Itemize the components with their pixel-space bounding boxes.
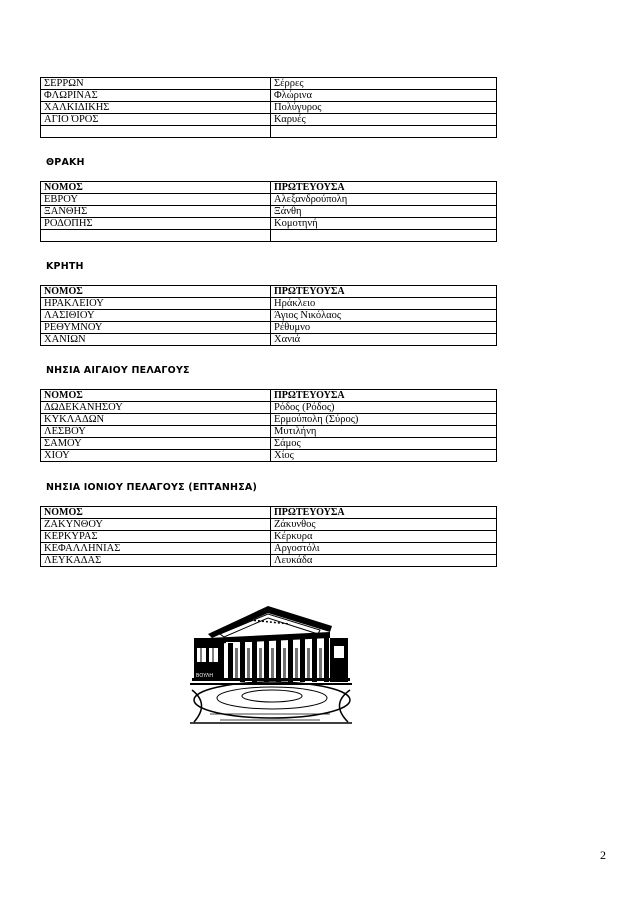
column-header-prefecture: ΝΟΜΟΣ bbox=[41, 182, 271, 194]
capital-cell: Ζάκυνθος bbox=[271, 519, 497, 531]
prefecture-cell: ΦΛΩΡΙΝΑΣ bbox=[41, 90, 271, 102]
capital-cell bbox=[271, 230, 497, 242]
capital-cell: Κομοτηνή bbox=[271, 218, 497, 230]
table-row bbox=[41, 90, 497, 102]
table-row bbox=[41, 555, 497, 567]
table-row bbox=[41, 322, 497, 334]
capital-cell: Ρόδος (Ρόδος) bbox=[271, 402, 497, 414]
capital-cell: Άγιος Νικόλαος bbox=[271, 310, 497, 322]
table-row bbox=[41, 519, 497, 531]
capital-cell: Αλεξανδρούπολη bbox=[271, 194, 497, 206]
section-heading-crete: ΚΡΗΤΗ bbox=[46, 261, 84, 272]
table-row bbox=[41, 543, 497, 555]
capital-cell: Αργοστόλι bbox=[271, 543, 497, 555]
prefecture-cell: ΞΑΝΘΗΣ bbox=[41, 206, 271, 218]
table-header-row bbox=[41, 507, 497, 519]
table-row bbox=[41, 414, 497, 426]
column-header-capital: ΠΡΩΤΕΥΟΥΣΑ bbox=[271, 390, 497, 402]
table-row bbox=[41, 438, 497, 450]
prefecture-cell: ΧΙΟΥ bbox=[41, 450, 271, 462]
table-row bbox=[41, 218, 497, 230]
prefecture-cell: ΔΩΔΕΚΑΝΗΣΟΥ bbox=[41, 402, 271, 414]
column-header-capital: ΠΡΩΤΕΥΟΥΣΑ bbox=[271, 286, 497, 298]
capital-cell: Σέρρες bbox=[271, 78, 497, 90]
table-row bbox=[41, 310, 497, 322]
prefecture-cell: ΚΥΚΛΑΔΩΝ bbox=[41, 414, 271, 426]
prefecture-cell: ΣΑΜΟΥ bbox=[41, 438, 271, 450]
prefecture-cell: ΛΕΥΚΑΔΑΣ bbox=[41, 555, 271, 567]
capital-cell: Ερμούπολη (Σύρος) bbox=[271, 414, 497, 426]
prefecture-cell: ΚΕΡΚΥΡΑΣ bbox=[41, 531, 271, 543]
prefecture-cell: ΕΒΡΟΥ bbox=[41, 194, 271, 206]
prefecture-cell: ΧΑΝΙΩΝ bbox=[41, 334, 271, 346]
prefecture-cell: ΛΕΣΒΟΥ bbox=[41, 426, 271, 438]
table-row bbox=[41, 426, 497, 438]
prefecture-cell: ΖΑΚΥΝΘΟΥ bbox=[41, 519, 271, 531]
table-row bbox=[41, 450, 497, 462]
column-header-prefecture: ΝΟΜΟΣ bbox=[41, 286, 271, 298]
table-row bbox=[41, 206, 497, 218]
prefecture-table-crete bbox=[40, 285, 497, 346]
prefecture-cell: ΡΕΘΥΜΝΟΥ bbox=[41, 322, 271, 334]
table-header-row bbox=[41, 182, 497, 194]
section-heading-thrace: ΘΡΑΚΗ bbox=[46, 157, 85, 168]
page-number: 2 bbox=[600, 848, 606, 862]
parliament-building-icon bbox=[190, 604, 352, 724]
prefecture-table-continued bbox=[40, 77, 497, 138]
column-header-capital: ΠΡΩΤΕΥΟΥΣΑ bbox=[271, 182, 497, 194]
capital-cell: Σάμος bbox=[271, 438, 497, 450]
table-row bbox=[41, 334, 497, 346]
table-row bbox=[41, 114, 497, 126]
capital-cell: Κέρκυρα bbox=[271, 531, 497, 543]
capital-cell: Φλώρινα bbox=[271, 90, 497, 102]
prefecture-table-aegean-islands bbox=[40, 389, 497, 462]
capital-cell: Πολύγυρος bbox=[271, 102, 497, 114]
capital-cell: Χανιά bbox=[271, 334, 497, 346]
table-row bbox=[41, 126, 497, 138]
prefecture-table-thrace bbox=[40, 181, 497, 242]
table-row bbox=[41, 298, 497, 310]
capital-cell bbox=[271, 126, 497, 138]
column-header-prefecture: ΝΟΜΟΣ bbox=[41, 390, 271, 402]
capital-cell: Χίος bbox=[271, 450, 497, 462]
table-row bbox=[41, 531, 497, 543]
prefecture-cell bbox=[41, 230, 271, 242]
table-row bbox=[41, 402, 497, 414]
table-row bbox=[41, 194, 497, 206]
prefecture-cell: ΛΑΣΙΘΙΟΥ bbox=[41, 310, 271, 322]
prefecture-cell: ΣΕΡΡΩΝ bbox=[41, 78, 271, 90]
table-header-row bbox=[41, 286, 497, 298]
section-heading-aegean-islands: ΝΗΣΙΑ ΑΙΓΑΙΟΥ ΠΕΛΑΓΟΥΣ bbox=[46, 365, 190, 376]
prefecture-cell: ΚΕΦΑΛΛΗΝΙΑΣ bbox=[41, 543, 271, 555]
table-header-row bbox=[41, 390, 497, 402]
capital-cell: Ηράκλειο bbox=[271, 298, 497, 310]
capital-cell: Καρυές bbox=[271, 114, 497, 126]
column-header-capital: ΠΡΩΤΕΥΟΥΣΑ bbox=[271, 507, 497, 519]
capital-cell: Λευκάδα bbox=[271, 555, 497, 567]
section-heading-ionian-islands: ΝΗΣΙΑ ΙΟΝΙΟΥ ΠΕΛΑΓΟΥΣ (ΕΠΤΑΝΗΣΑ) bbox=[46, 482, 257, 493]
table-row bbox=[41, 102, 497, 114]
capital-cell: Μυτιλήνη bbox=[271, 426, 497, 438]
table-row bbox=[41, 78, 497, 90]
svg-text:ΒΟΥΛΗ: ΒΟΥΛΗ bbox=[196, 673, 213, 679]
column-header-prefecture: ΝΟΜΟΣ bbox=[41, 507, 271, 519]
prefecture-cell: ΑΓΙΟ ΌΡΟΣ bbox=[41, 114, 271, 126]
prefecture-cell: ΡΟΔΟΠΗΣ bbox=[41, 218, 271, 230]
prefecture-table-ionian-islands bbox=[40, 506, 497, 567]
capital-cell: Ρέθυμνο bbox=[271, 322, 497, 334]
prefecture-cell: ΗΡΑΚΛΕΙΟΥ bbox=[41, 298, 271, 310]
prefecture-cell bbox=[41, 126, 271, 138]
table-row bbox=[41, 230, 497, 242]
prefecture-cell: ΧΑΛΚΙΔΙΚΗΣ bbox=[41, 102, 271, 114]
capital-cell: Ξάνθη bbox=[271, 206, 497, 218]
